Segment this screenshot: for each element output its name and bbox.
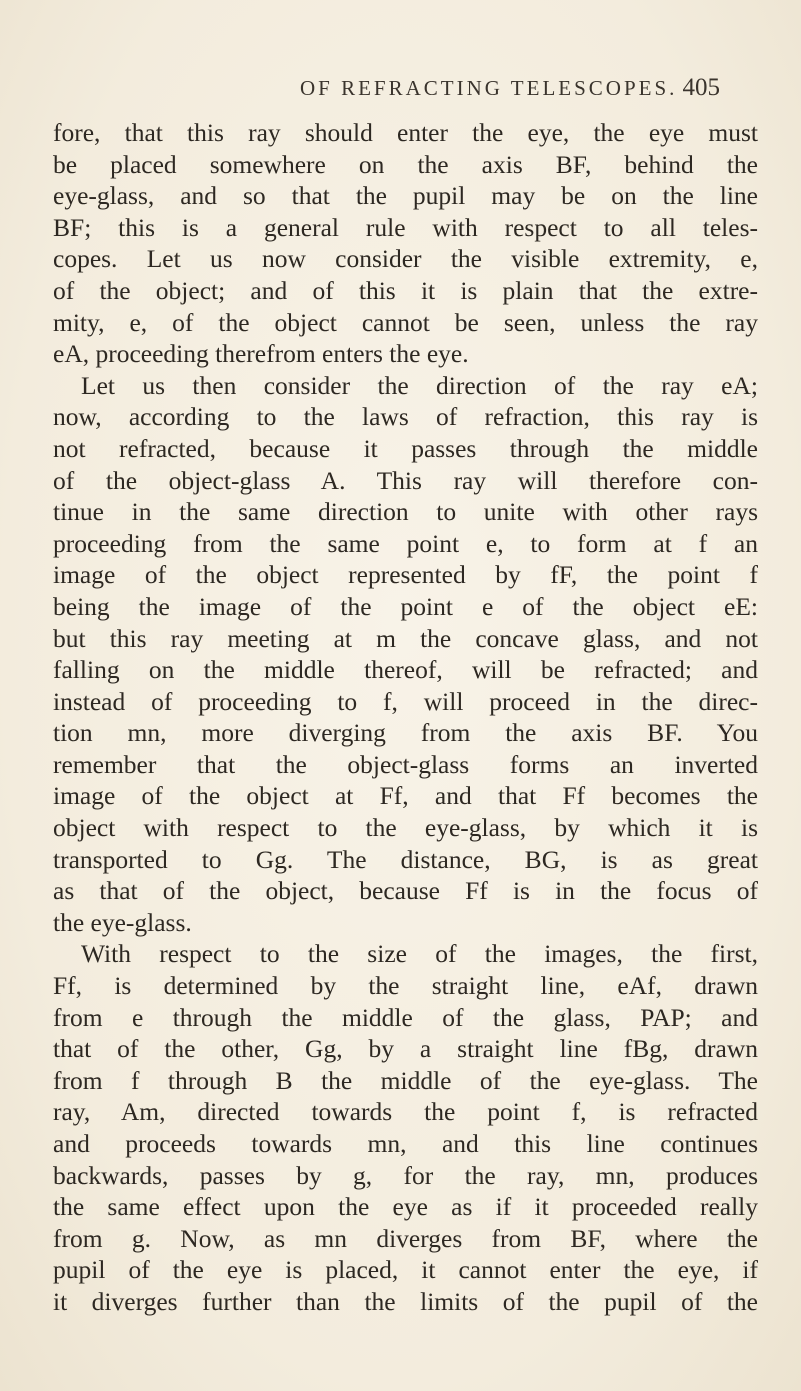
text-line: instead of proceeding to f, will proceed in the direc- (53, 686, 758, 716)
running-title: OF REFRACTING TELESCOPES. (300, 76, 678, 100)
text-line: ray, Am, directed towards the point f, is refracted (53, 1097, 758, 1127)
text-line: being the image of the point e of the object eE: (53, 591, 758, 621)
text-line: but this ray meeting at m the concave glass, and not (53, 623, 758, 653)
text-line: of the object-glass A. This ray will therefore con- (53, 465, 758, 495)
text-line: of the object; and of this it is plain that the extre- (53, 275, 758, 305)
text-line: remember that the object-glass forms an inverted (53, 749, 758, 779)
text-line: as that of the object, because Ff is in the focus of (53, 876, 758, 906)
text-line: BF; this is a general rule with respect to all teles- (53, 212, 758, 242)
paragraph-2 (53, 370, 758, 939)
text-line: from f through B the middle of the eye-glass. The (53, 1065, 758, 1095)
paragraph-3 (53, 938, 758, 1317)
text-line: eye-glass, and so that the pupil may be on the line (53, 181, 758, 211)
text-line: transported to Gg. The distance, BG, is as great (53, 844, 758, 874)
text-line: now, according to the laws of refraction, this ray is (53, 402, 758, 432)
text-line: proceeding from the same point e, to form at f an (53, 528, 758, 558)
text-line: Ff, is determined by the straight line, eAf, drawn (53, 971, 758, 1001)
text-line: mity, e, of the object cannot be seen, unless the ray (53, 307, 758, 337)
paragraph-1 (53, 117, 758, 370)
text-line: Let us then consider the direction of the ray eA; (81, 370, 758, 400)
text-line: copes. Let us now consider the visible extremity, e, (53, 244, 758, 274)
text-line: be placed somewhere on the axis BF, behind the (53, 149, 758, 179)
text-line: the eye-glass. (53, 907, 192, 937)
text-line: image of the object represented by fF, the point f (53, 560, 758, 590)
text-line: the same effect upon the eye as if it proceeded really (53, 1192, 758, 1222)
text-line: from e through the middle of the glass, PAP; and (53, 1002, 758, 1032)
text-line: backwards, passes by g, for the ray, mn, produces (53, 1160, 758, 1190)
text-line: pupil of the eye is placed, it cannot enter the eye, if (53, 1255, 758, 1285)
text-line: fore, that this ray should enter the eye, the eye must (53, 118, 758, 147)
text-line: not refracted, because it passes through the middle (53, 433, 758, 463)
text-line: image of the object at Ff, and that Ff becomes the (53, 781, 758, 811)
text-line: object with respect to the eye-glass, by which it is (53, 813, 758, 843)
text-line: from g. Now, as mn diverges from BF, where the (53, 1223, 758, 1253)
body-text (53, 117, 758, 1318)
text-line: eA, proceeding therefrom enters the eye. (53, 339, 469, 369)
text-line: With respect to the size of the images, the first, (81, 939, 758, 969)
page-number: 405 (682, 74, 720, 101)
text-line: tinue in the same direction to unite with other rays (53, 497, 758, 527)
text-line: it diverges further than the limits of the pupil of the (53, 1286, 758, 1316)
text-line: falling on the middle thereof, will be refracted; and (53, 655, 758, 685)
running-head (300, 74, 720, 104)
text-line: that of the other, Gg, by a straight line fBg, drawn (53, 1034, 758, 1064)
text-line: and proceeds towards mn, and this line continues (53, 1129, 758, 1158)
text-line: tion mn, more diverging from the axis BF. You (53, 718, 758, 748)
